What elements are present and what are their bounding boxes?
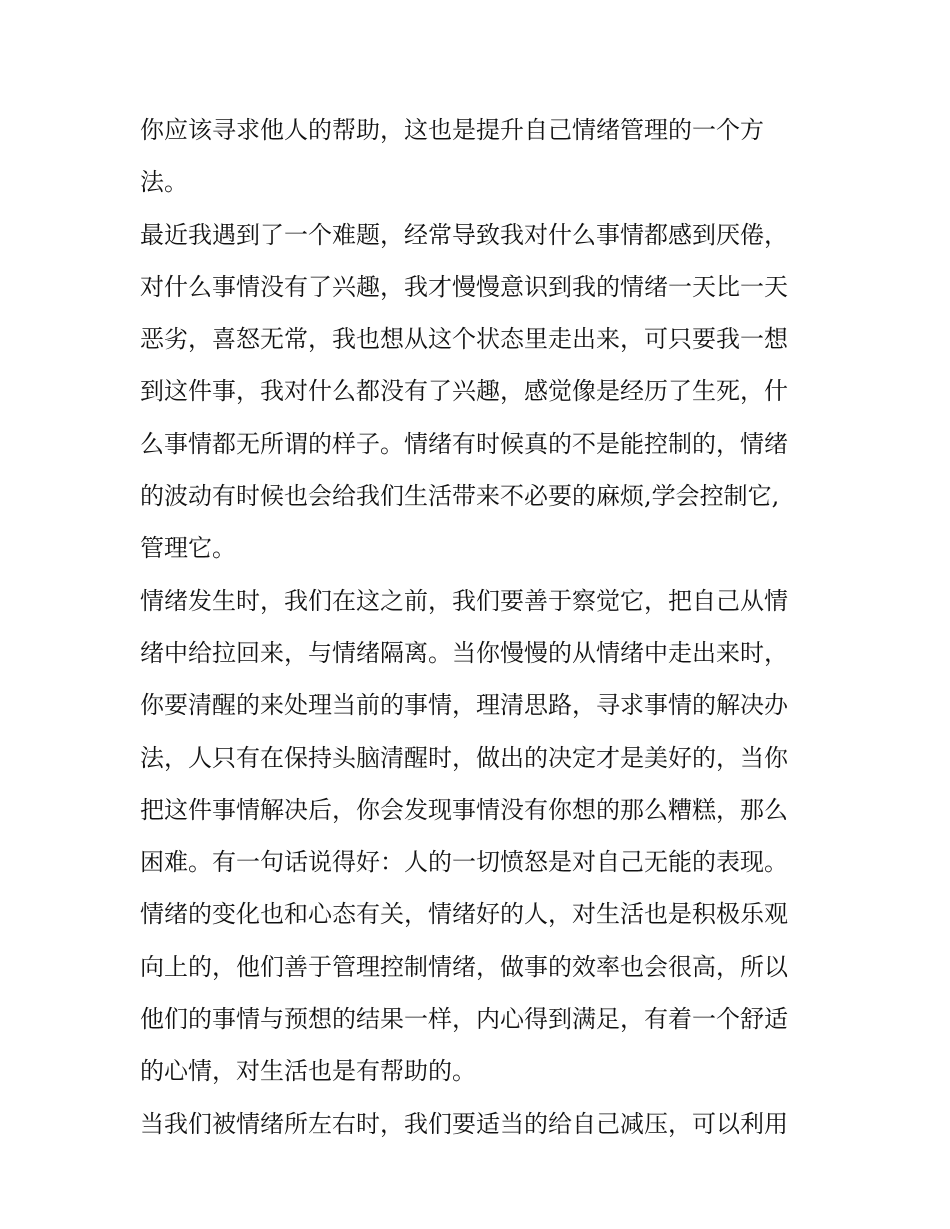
text-line: 他们的事情与预想的结果一样，内心得到满足，有着一个舒适: [140, 1005, 788, 1034]
text-line: 的波动有时候也会给我们生活带来不必要的麻烦,学会控制它,: [140, 482, 780, 511]
text-line: 困难。有一句话说得好：人的一切愤怒是对自己无能的表现。: [140, 848, 788, 877]
text-line: 法，人只有在保持头脑清醒时，做出的决定才是美好的，当你: [140, 743, 788, 772]
text-line: 法。: [140, 168, 188, 197]
text-line: 情绪发生时，我们在这之前，我们要善于察觉它，把自己从情: [140, 586, 788, 615]
text-line: 你要清醒的来处理当前的事情，理清思路，寻求事情的解决办: [140, 691, 788, 720]
text-line: 情绪的变化也和心态有关，情绪好的人，对生活也是积极乐观: [140, 900, 788, 929]
body-text: [140, 104, 820, 1150]
text-line: 最近我遇到了一个难题，经常导致我对什么事情都感到厌倦，: [140, 220, 788, 249]
text-line: 当我们被情绪所左右时，我们要适当的给自己减压，可以利用: [140, 1109, 788, 1138]
text-line: 把这件事情解决后，你会发现事情没有你想的那么糟糕，那么: [140, 795, 788, 824]
text-line: 管理它。: [140, 534, 236, 563]
text-line: 绪中给拉回来，与情绪隔离。当你慢慢的从情绪中走出来时，: [140, 638, 788, 667]
text-line: 恶劣，喜怒无常，我也想从这个状态里走出来，可只要我一想: [140, 325, 788, 354]
text-line: 你应该寻求他人的帮助，这也是提升自己情绪管理的一个方: [140, 116, 764, 144]
text-line: 向上的，他们善于管理控制情绪，做事的效率也会很高，所以: [140, 952, 788, 981]
text-line: 的心情，对生活也是有帮助的。: [140, 1057, 476, 1086]
text-line: 么事情都无所谓的样子。情绪有时候真的不是能控制的，情绪: [140, 429, 788, 458]
text-line: 到这件事，我对什么都没有了兴趣，感觉像是经历了生死，什: [140, 377, 788, 406]
text-line: 对什么事情没有了兴趣，我才慢慢意识到我的情绪一天比一天: [140, 272, 788, 301]
